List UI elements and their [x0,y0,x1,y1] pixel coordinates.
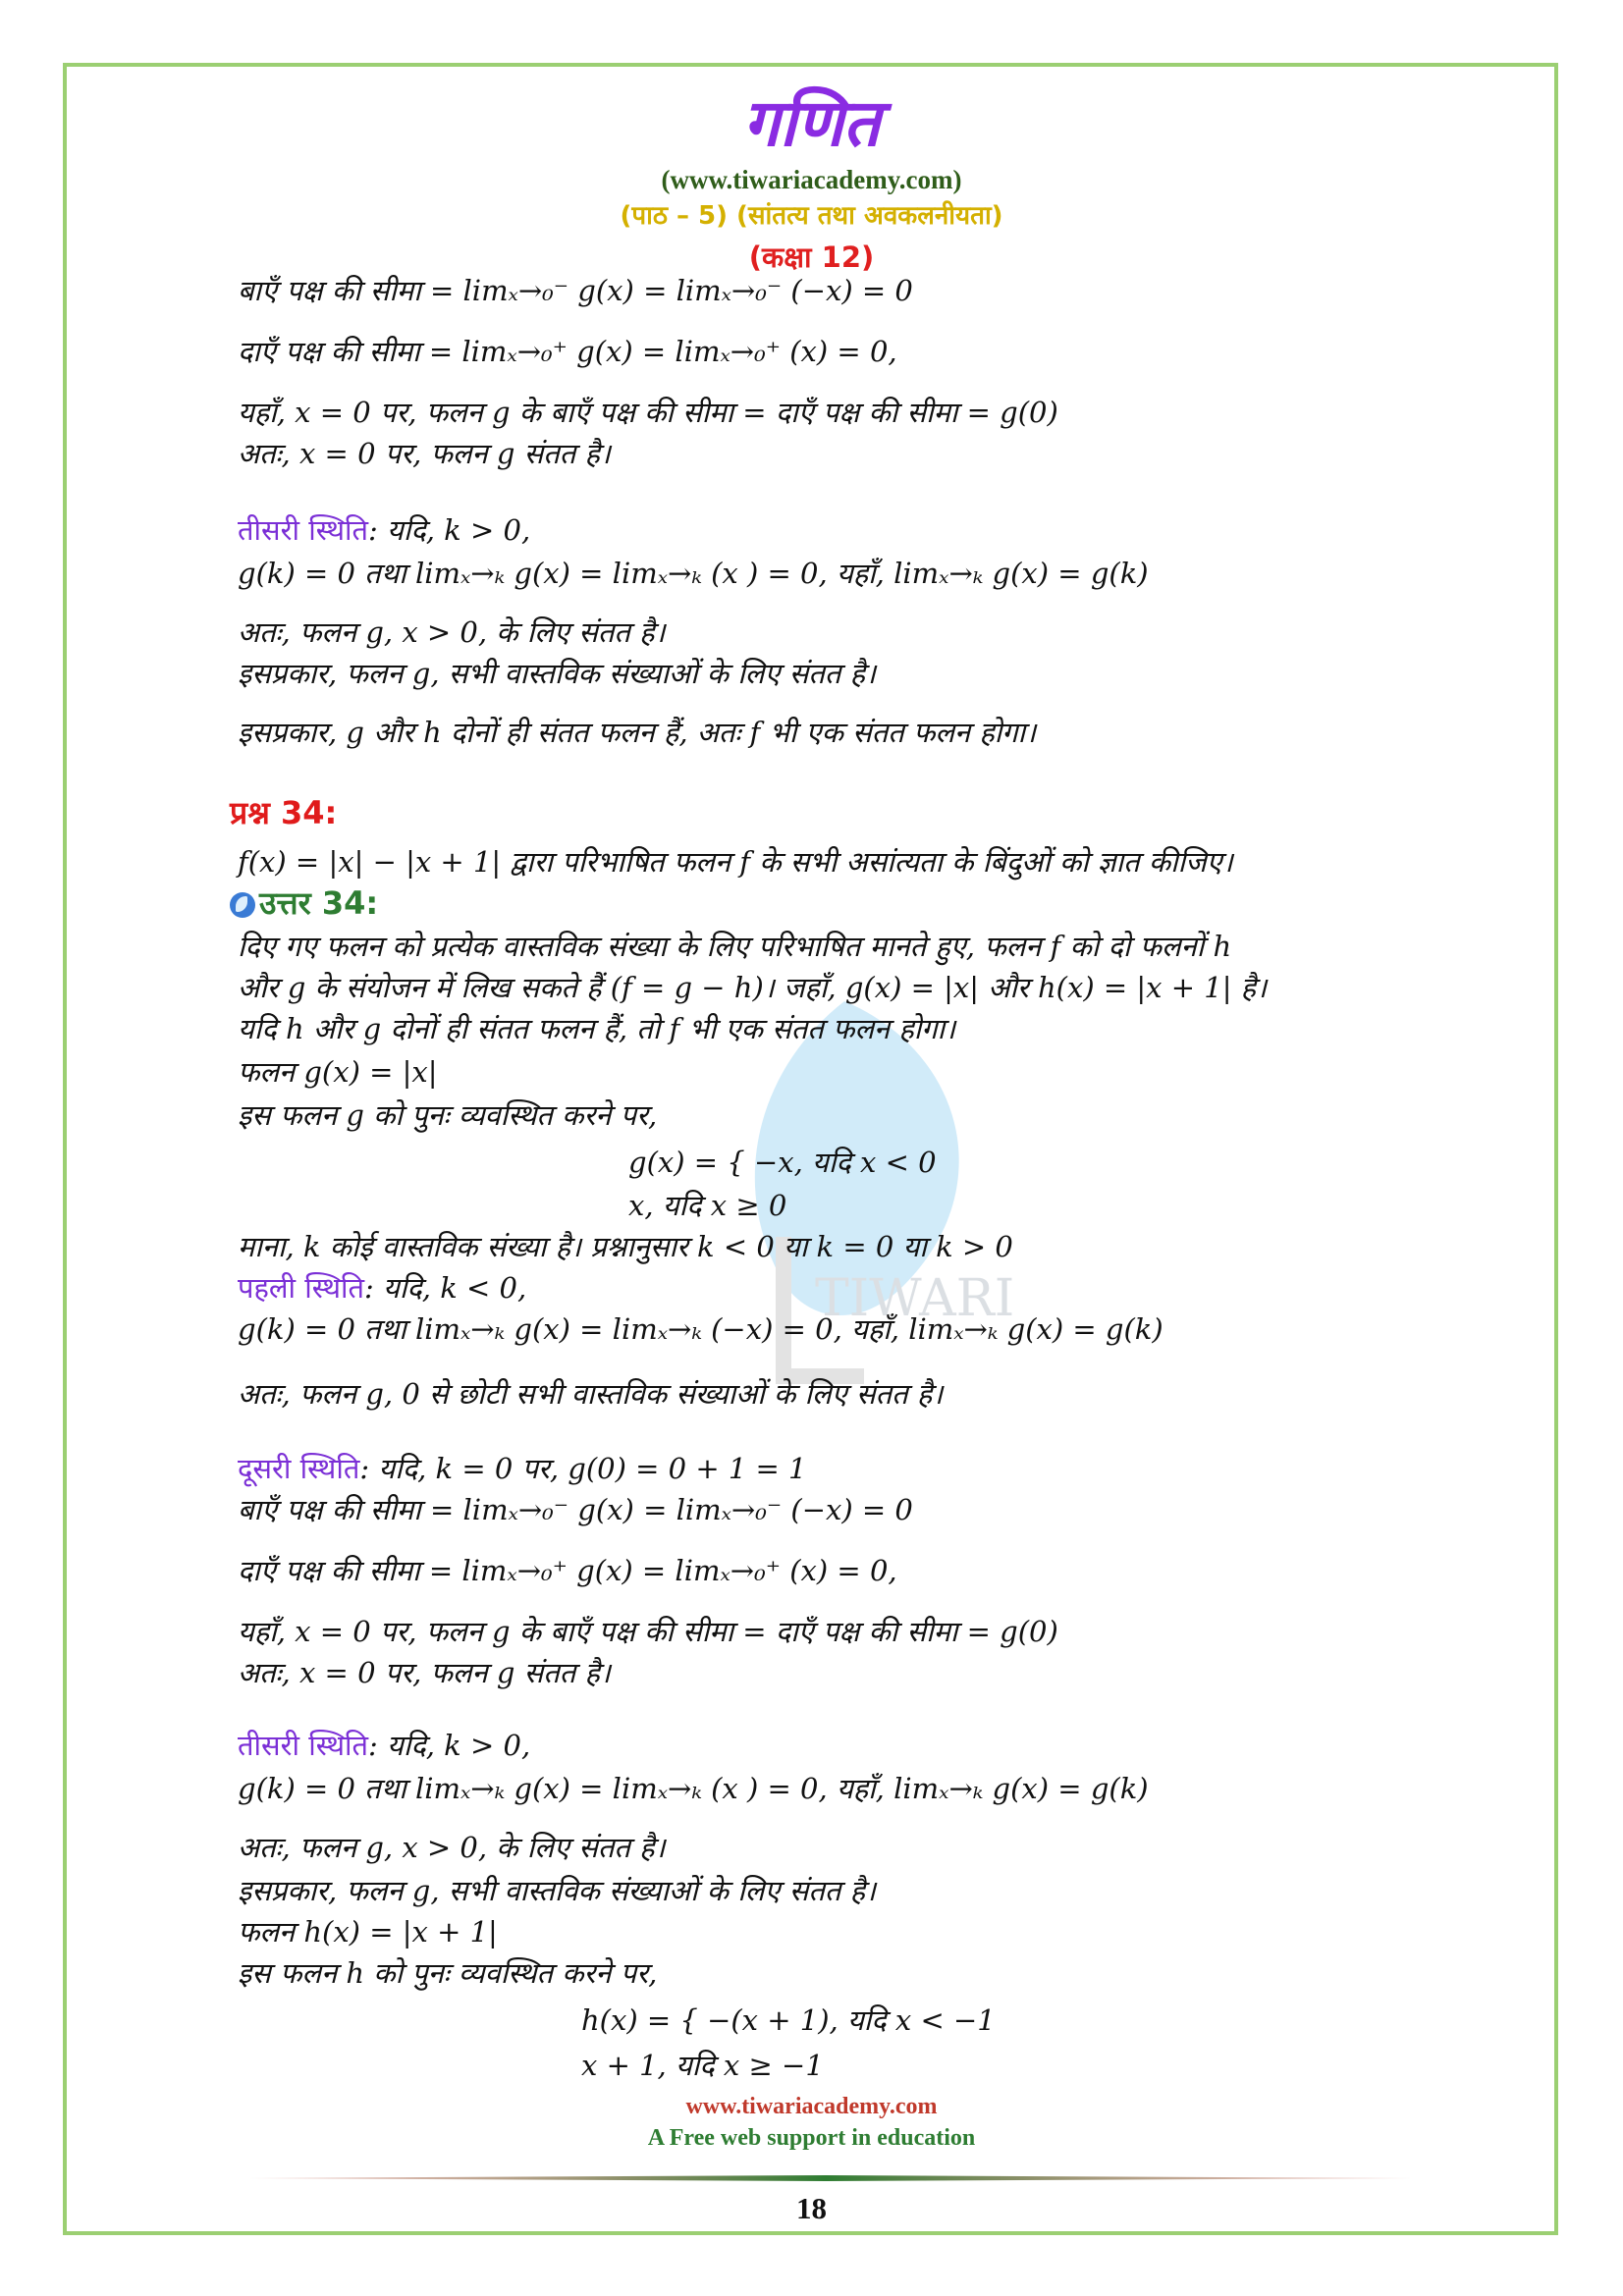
text-line: फलन h(x) = |x + 1| [238,1915,498,1949]
text-line: माना, k कोई वास्तविक संख्या है। प्रश्नानुसार k < 0 या k = 0 या k > 0 [238,1230,1013,1263]
footer-tagline: A Free web support in education [647,2125,976,2151]
text-line: बाएँ पक्ष की सीमा = limₓ→₀⁻ g(x) = limₓ→₀⁻ (−x) = 0 [238,1493,913,1526]
case-line: पहली स्थिति: यदि, k < 0, [238,1271,527,1305]
text-line: दाएँ पक्ष की सीमा = limₓ→₀⁺ g(x) = limₓ→₀⁺ (x) = 0, [238,1554,897,1587]
case-label: पहली स्थिति [238,1271,365,1305]
text-line: g(k) = 0 तथा limₓ→ₖ g(x) = limₓ→ₖ (−x) = 0, यहाँ, limₓ→ₖ g(x) = g(k) [238,1312,1163,1346]
answer-heading: उत्तर 34: [230,885,378,921]
text-line: इस फलन g को पुनः व्यवस्थित करने पर, [238,1098,658,1132]
text-line: बाएँ पक्ष की सीमा = limₓ→₀⁻ g(x) = limₓ→₀⁻ (−x) = 0 [238,274,913,307]
text-line: अतः, फलन g, 0 से छोटी सभी वास्तविक संख्याओं के लिए संतत है। [238,1377,944,1411]
text-line: इसप्रकार, फलन g, सभी वास्तविक संख्याओं के लिए संतत है। [238,1874,876,1907]
text-line: इस फलन h को पुनः व्यवस्थित करने पर, [238,1956,658,1990]
page-title: गणित [742,85,881,161]
question-heading: प्रश्न 34: [230,794,338,831]
header-site: (www.tiwariacademy.com) [661,165,962,194]
case-label: तीसरी स्थिति [238,1729,369,1762]
text-line: दिए गए फलन को प्रत्येक वास्तविक संख्या के लिए परिभाषित मानते हुए, फलन f को दो फलनों h [238,930,1232,963]
case-label: दूसरी स्थिति [238,1452,360,1485]
text-line: दाएँ पक्ष की सीमा = limₓ→₀⁺ g(x) = limₓ→₀⁺ (x) = 0, [238,335,897,368]
footer-url[interactable]: www.tiwariacademy.com [685,2094,938,2119]
watermark-text: TIWARI [815,1269,1015,1328]
text-line: यहाँ, x = 0 पर, फलन g के बाएँ पक्ष की सीमा = दाएँ पक्ष की सीमा = g(0) [238,396,1058,429]
text-line: इसप्रकार, g और h दोनों ही संतत फलन हैं, अतः f भी एक संतत फलन होगा। [238,716,1037,749]
text-line: अतः, x = 0 पर, फलन g संतत है। [238,1656,611,1689]
text-line: फलन g(x) = |x| [238,1055,438,1089]
piecewise-h-line2: x + 1, यदि x ≥ −1 [581,2049,824,2082]
text-line: अतः, फलन g, x > 0, के लिए संतत है। [238,615,666,649]
question-text: f(x) = |x| − |x + 1| द्वारा परिभाषित फलन f के सभी असांत्यता के बिंदुओं को ज्ञात कीजिए। [238,845,1233,879]
case-label: तीसरी स्थिति [238,513,369,547]
text-line: g(k) = 0 तथा limₓ→ₖ g(x) = limₓ→ₖ (x ) = 0, यहाँ, limₓ→ₖ g(x) = g(k) [238,557,1149,590]
header-class: (कक्षा 12) [748,240,875,274]
page-number: 18 [796,2191,827,2225]
answer-icon [230,892,255,918]
piecewise-h-line1: h(x) = { −(x + 1), यदि x < −1 [581,2003,996,2037]
header-chapter: (पाठ – 5) (सांतत्य तथा अवकलनीयता) [620,201,1003,231]
text-line: इसप्रकार, फलन g, सभी वास्तविक संख्याओं के लिए संतत है। [238,657,876,690]
piecewise-g-line1: g(x) = { −x, यदि x < 0 [628,1146,937,1179]
footer-divider [240,2175,1412,2181]
text-line: यहाँ, x = 0 पर, फलन g के बाएँ पक्ष की सीमा = दाएँ पक्ष की सीमा = g(0) [238,1615,1058,1648]
text-line: और g के संयोजन में लिख सकते हैं (f = g − h)। जहाँ, g(x) = |x| और h(x) = |x + 1| है। [238,971,1268,1004]
case-line: तीसरी स्थिति: यदि, k > 0, [238,1729,531,1762]
piecewise-g-line2: x, यदि x ≥ 0 [628,1189,787,1222]
text-line: यदि h और g दोनों ही संतत फलन हैं, तो f भी एक संतत फलन होगा। [238,1012,956,1045]
text-line: अतः, फलन g, x > 0, के लिए संतत है। [238,1831,666,1864]
case-line: दूसरी स्थिति: यदि, k = 0 पर, g(0) = 0 + 1 = 1 [238,1452,807,1485]
text-line: अतः, x = 0 पर, फलन g संतत है। [238,437,611,470]
case-line: तीसरी स्थिति: यदि, k > 0, [238,513,531,547]
text-line: g(k) = 0 तथा limₓ→ₖ g(x) = limₓ→ₖ (x ) = 0, यहाँ, limₓ→ₖ g(x) = g(k) [238,1772,1149,1805]
